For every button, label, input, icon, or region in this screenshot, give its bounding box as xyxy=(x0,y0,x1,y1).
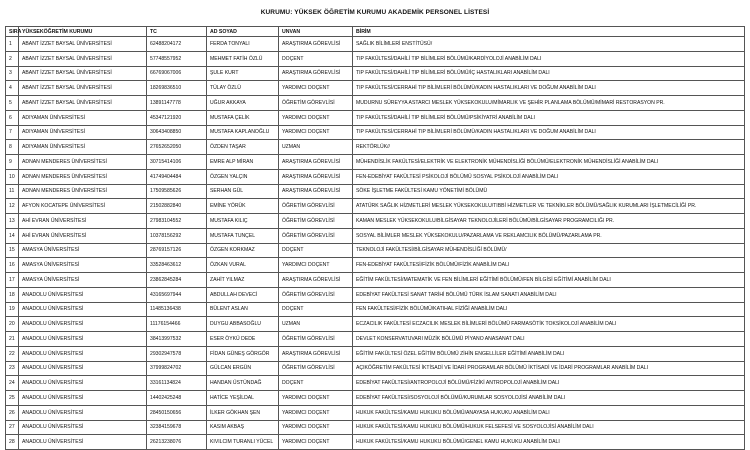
title-cell: YARDIMCI DOÇENT xyxy=(279,81,353,96)
tc-cell: 11485136438 xyxy=(147,302,207,317)
table-row xyxy=(6,228,745,243)
unit-cell: EĞİTİM FAKÜLTESİ/MATEMATİK VE FEN BİLİMLERİ EĞİTİMİ BÖLÜMÜ/FEN BİLGİSİ EĞİTİMİ ANABİLİM DALI xyxy=(353,273,745,288)
table-row xyxy=(6,420,745,435)
tc-cell: 30715414106 xyxy=(147,155,207,170)
tc-cell: 23862845284 xyxy=(147,273,207,288)
name-cell: MUSTAFA KAPLANOĞLU xyxy=(207,125,279,140)
name-cell: MUSTAFA ÇELİK xyxy=(207,110,279,125)
title-cell: DOÇENT xyxy=(279,243,353,258)
row-number: 16 xyxy=(6,258,19,273)
row-number: 3 xyxy=(6,66,19,81)
row-number: 13 xyxy=(6,214,19,229)
row-number: 9 xyxy=(6,155,19,170)
table-row xyxy=(6,435,745,450)
tc-cell: 45347121920 xyxy=(147,110,207,125)
name-cell: MEHMET FATİH ÖZLÜ xyxy=(207,51,279,66)
unit-cell: EĞİTİM FAKÜLTESİ ÖZEL EĞİTİM BÖLÜMÜ ZİHİN ENGELLİLER EĞİTİMİ ANABİLİM DALI xyxy=(353,346,745,361)
unit-cell: HUKUK FAKÜLTESİ/KAMU HUKUKU BÖLÜMÜ/GENEL KAMU HUKUKU ANABİLİM DALI xyxy=(353,435,745,450)
title-cell: ARAŞTIRMA GÖREVLİSİ xyxy=(279,169,353,184)
unit-cell: EDEBİYAT FAKÜLTESİ/SOSYOLOJİ BÖLÜMÜ/KURUMLAR SOSYOLOJİSİ ANABİLİM DALI xyxy=(353,391,745,406)
row-number: 5 xyxy=(6,96,19,111)
unit-cell: EDEBİYAT FAKÜLTESİ SANAT TARİHİ BÖLÜMÜ TÜRK İSLAM SANATI ANABİLİM DALI xyxy=(353,287,745,302)
title-cell: ÖĞRETİM GÖREVLİSİ xyxy=(279,228,353,243)
table-header-row xyxy=(6,27,745,37)
table-row xyxy=(6,273,745,288)
tc-cell: 27652652050 xyxy=(147,140,207,155)
unit-cell: DEVLET KONSERVATUVARI MÜZİK BÖLÜMÜ PİYANO ANASANAT DALI xyxy=(353,332,745,347)
title-cell: YARDIMCI DOÇENT xyxy=(279,405,353,420)
row-number: 21 xyxy=(6,332,19,347)
name-cell: BÜLENT ASLAN xyxy=(207,302,279,317)
institution-cell: ADIYAMAN ÜNİVERSİTESİ xyxy=(19,125,147,140)
title-cell: ÖĞRETİM GÖREVLİSİ xyxy=(279,287,353,302)
personnel-table xyxy=(5,26,745,450)
row-number: 11 xyxy=(6,184,19,199)
table-row xyxy=(6,391,745,406)
institution-cell: ADNAN MENDERES ÜNİVERSİTESİ xyxy=(19,169,147,184)
title-cell: YARDIMCI DOÇENT xyxy=(279,435,353,450)
table-row xyxy=(6,140,745,155)
table-row xyxy=(6,125,745,140)
title-cell: YARDIMCI DOÇENT xyxy=(279,420,353,435)
tc-cell: 66769067006 xyxy=(147,66,207,81)
row-number: 18 xyxy=(6,287,19,302)
row-number: 4 xyxy=(6,81,19,96)
tc-cell: 13891147778 xyxy=(147,96,207,111)
table-row xyxy=(6,169,745,184)
institution-cell: ADIYAMAN ÜNİVERSİTESİ xyxy=(19,110,147,125)
row-number: 15 xyxy=(6,243,19,258)
name-cell: ABDULLAH DEVECİ xyxy=(207,287,279,302)
institution-cell: ANADOLU ÜNİVERSİTESİ xyxy=(19,361,147,376)
institution-cell: ANADOLU ÜNİVERSİTESİ xyxy=(19,317,147,332)
table-row xyxy=(6,405,745,420)
name-cell: ÖZDEN TAŞAR xyxy=(207,140,279,155)
tc-cell: 26213238076 xyxy=(147,435,207,450)
tc-cell: 10378156292 xyxy=(147,228,207,243)
unit-cell: FEN FAKÜLTESİ/FİZİK BÖLÜMÜ/KATIHAL FİZİĞİ ANABİLİM DALI xyxy=(353,302,745,317)
name-cell: TÜLAY ÖZLÜ xyxy=(207,81,279,96)
row-number: 28 xyxy=(6,435,19,450)
name-cell: MUSTAFA TUNÇEL xyxy=(207,228,279,243)
table-row xyxy=(6,332,745,347)
name-cell: ÖZKAN VURAL xyxy=(207,258,279,273)
institution-cell: AHİ EVRAN ÜNİVERSİTESİ xyxy=(19,228,147,243)
table-row xyxy=(6,155,745,170)
institution-cell: ABANT İZZET BAYSAL ÜNİVERSİTESİ xyxy=(19,96,147,111)
table-row xyxy=(6,361,745,376)
table-row xyxy=(6,81,745,96)
title-cell: YARDIMCI DOÇENT xyxy=(279,110,353,125)
name-cell: HANDAN ÜSTÜNDAĞ xyxy=(207,376,279,391)
name-cell: UĞUR AKKAYA xyxy=(207,96,279,111)
tc-cell: 43165697944 xyxy=(147,287,207,302)
institution-cell: ANADOLU ÜNİVERSİTESİ xyxy=(19,287,147,302)
unit-cell: TEKNOLOJİ FAKÜLTESİ/BİLGİSAYAR MÜHENDİSLİĞİ BÖLÜMÜ/ xyxy=(353,243,745,258)
name-cell: GÜLCAN ERGÜN xyxy=(207,361,279,376)
row-number: 6 xyxy=(6,110,19,125)
row-number: 19 xyxy=(6,302,19,317)
row-number: 8 xyxy=(6,140,19,155)
tc-cell: 30643408850 xyxy=(147,125,207,140)
table-row xyxy=(6,346,745,361)
title-cell: ÖĞRETİM GÖREVLİSİ xyxy=(279,199,353,214)
title-cell: ARAŞTIRMA GÖREVLİSİ xyxy=(279,37,353,52)
institution-cell: ANADOLU ÜNİVERSİTESİ xyxy=(19,346,147,361)
title-cell: YARDIMCI DOÇENT xyxy=(279,258,353,273)
row-number: 1 xyxy=(6,37,19,52)
title-cell: YARDIMCI DOÇENT xyxy=(279,125,353,140)
table-row xyxy=(6,110,745,125)
header-sira: SIRA xyxy=(6,27,19,37)
name-cell: EMİNE YÖRÜK xyxy=(207,199,279,214)
header-institution: YÜKSEKÖĞRETİM KURUMU xyxy=(19,27,147,37)
unit-cell: MÜHENDİSLİK FAKÜLTESİ/ELEKTRİK VE ELEKTRONİK MÜHENDİSLİĞİ BÖLÜMÜ/ELEKTRONİK MÜHENDİSLİĞİ ANABİLİM DALI xyxy=(353,155,745,170)
table-row xyxy=(6,317,745,332)
name-cell: KASIM AKBAŞ xyxy=(207,420,279,435)
name-cell: DUYGU ABBASOĞLU xyxy=(207,317,279,332)
row-number: 7 xyxy=(6,125,19,140)
tc-cell: 32384159678 xyxy=(147,420,207,435)
table-row xyxy=(6,37,745,52)
name-cell: ÖZGEN YALÇIN xyxy=(207,169,279,184)
unit-cell: ATATÜRK SAĞLIK HİZMETLERİ MESLEK YÜKSEKOKULU/TIBBİ HİZMETLER VE TEKNİKLER BÖLÜMÜ/SAĞLIK KURUMLARI İŞLETMECİLİĞİ PR. xyxy=(353,199,745,214)
name-cell: ZAHİT YILMAZ xyxy=(207,273,279,288)
table-row xyxy=(6,184,745,199)
institution-cell: AMASYA ÜNİVERSİTESİ xyxy=(19,258,147,273)
table-row xyxy=(6,258,745,273)
table-row xyxy=(6,214,745,229)
name-cell: HATİCE YEŞİLDAL xyxy=(207,391,279,406)
title-cell: ÖĞRETİM GÖREVLİSİ xyxy=(279,214,353,229)
row-number: 22 xyxy=(6,346,19,361)
institution-cell: ANADOLU ÜNİVERSİTESİ xyxy=(19,302,147,317)
header-unit: BİRİM xyxy=(353,27,745,37)
title-cell: ARAŞTIRMA GÖREVLİSİ xyxy=(279,155,353,170)
table-row xyxy=(6,376,745,391)
title-cell: ARAŞTIRMA GÖREVLİSİ xyxy=(279,66,353,81)
table-row xyxy=(6,66,745,81)
header-title: UNVAN xyxy=(279,27,353,37)
table-row xyxy=(6,51,745,66)
name-cell: KIVILCIM TURANLI YÜCEL xyxy=(207,435,279,450)
title-cell: ÖĞRETİM GÖREVLİSİ xyxy=(279,361,353,376)
institution-cell: ABANT İZZET BAYSAL ÜNİVERSİTESİ xyxy=(19,51,147,66)
unit-cell: HUKUK FAKÜLTESİ/KAMU HUKUKU BÖLÜMÜ/ANAYASA HUKUKU ANABİLİM DALI xyxy=(353,405,745,420)
tc-cell: 41749404484 xyxy=(147,169,207,184)
row-number: 14 xyxy=(6,228,19,243)
unit-cell: TIP FAKÜLTESİ/DAHİLİ TIP BİLİMLERİ BÖLÜMÜ/PSİKİYATRİ ANABİLİM DALI xyxy=(353,110,745,125)
tc-cell: 11176154466 xyxy=(147,317,207,332)
tc-cell: 17509585626 xyxy=(147,184,207,199)
name-cell: ESER ÖYKÜ DEDE xyxy=(207,332,279,347)
title-cell: ARAŞTIRMA GÖREVLİSİ xyxy=(279,273,353,288)
title-cell: YARDIMCI DOÇENT xyxy=(279,391,353,406)
institution-cell: ANADOLU ÜNİVERSİTESİ xyxy=(19,420,147,435)
institution-cell: AMASYA ÜNİVERSİTESİ xyxy=(19,243,147,258)
title-cell: UZMAN xyxy=(279,140,353,155)
table-row xyxy=(6,302,745,317)
unit-cell: AÇIKÖĞRETİM FAKÜLTESİ İKTİSADİ VE İDARİ PROGRAMLAR BÖLÜMÜ İKTİSADİ VE İDARİ PROGRAMLAR ANABİLİM DALI xyxy=(353,361,745,376)
institution-cell: AMASYA ÜNİVERSİTESİ xyxy=(19,273,147,288)
title-cell: ARAŞTIRMA GÖREVLİSİ xyxy=(279,184,353,199)
tc-cell: 37999824702 xyxy=(147,361,207,376)
institution-cell: ANADOLU ÜNİVERSİTESİ xyxy=(19,435,147,450)
unit-cell: FEN-EDEBİYAT FAKÜLTESİ/FİZİK BÖLÜMÜ/FİZİK ANABİLİM DALI xyxy=(353,258,745,273)
table-row xyxy=(6,287,745,302)
name-cell: ŞULE KURT xyxy=(207,66,279,81)
tc-cell: 18269836510 xyxy=(147,81,207,96)
row-number: 17 xyxy=(6,273,19,288)
institution-cell: ANADOLU ÜNİVERSİTESİ xyxy=(19,391,147,406)
name-cell: ÖZGEN KORKMAZ xyxy=(207,243,279,258)
unit-cell: REKTÖRLÜK// xyxy=(353,140,745,155)
title-cell: DOÇENT xyxy=(279,302,353,317)
title-cell: DOÇENT xyxy=(279,51,353,66)
row-number: 27 xyxy=(6,420,19,435)
institution-cell: ADNAN MENDERES ÜNİVERSİTESİ xyxy=(19,155,147,170)
name-cell: FİDAN GÜNEŞ GÖRGÖR xyxy=(207,346,279,361)
unit-cell: KAMAN MESLEK YÜKSEKOKULU/BİLGİSAYAR TEKNOLOJİLERİ BÖLÜMÜ/BİLGİSAYAR PROGRAMCILIĞI PR. xyxy=(353,214,745,229)
unit-cell: TIP FAKÜLTESİ/DAHİLİ TIP BİLİMLERİ BÖLÜMÜ/İÇ HASTALIKLARI ANABİLİM DALI xyxy=(353,66,745,81)
row-number: 25 xyxy=(6,391,19,406)
unit-cell: ECZACILIK FAKÜLTESİ ECZACILIK MESLEK BİLİMLERİ BÖLÜMÜ FARMASÖTİK TOKSİKOLOJİ ANABİLİM DALI xyxy=(353,317,745,332)
table-row xyxy=(6,243,745,258)
institution-cell: ABANT İZZET BAYSAL ÜNİVERSİTESİ xyxy=(19,81,147,96)
title-cell: UZMAN xyxy=(279,317,353,332)
institution-cell: ABANT İZZET BAYSAL ÜNİVERSİTESİ xyxy=(19,37,147,52)
tc-cell: 33528463612 xyxy=(147,258,207,273)
institution-cell: ABANT İZZET BAYSAL ÜNİVERSİTESİ xyxy=(19,66,147,81)
row-number: 23 xyxy=(6,361,19,376)
tc-cell: 21502882840 xyxy=(147,199,207,214)
institution-cell: ADNAN MENDERES ÜNİVERSİTESİ xyxy=(19,184,147,199)
tc-cell: 57748557952 xyxy=(147,51,207,66)
header-name: AD SOYAD xyxy=(207,27,279,37)
unit-cell: SOSYAL BİLİMLER MESLEK YÜKSEKOKULU/PAZARLAMA VE REKLAMCILIK BÖLÜMÜ/PAZARLAMA PR. xyxy=(353,228,745,243)
tc-cell: 29302947578 xyxy=(147,346,207,361)
name-cell: MUSTAFA KILIÇ xyxy=(207,214,279,229)
row-number: 26 xyxy=(6,405,19,420)
unit-cell: MUDURNU SÜREYYA ASTARCI MESLEK YÜKSEKOKULU/MİMARLIK VE ŞEHİR PLANLAMA BÖLÜMÜ/MİMARİ RESTORASYON PR. xyxy=(353,96,745,111)
title-cell: ARAŞTIRMA GÖREVLİSİ xyxy=(279,346,353,361)
title-cell: ÖĞRETİM GÖREVLİSİ xyxy=(279,96,353,111)
unit-cell: TIP FAKÜLTESİ/CERRAHİ TIP BİLİMLERİ BÖLÜMÜ/KADIN HASTALIKLARI VE DOĞUM ANABİLİM DALI xyxy=(353,81,745,96)
name-cell: İLKER GÖKHAN ŞEN xyxy=(207,405,279,420)
title-cell: ÖĞRETİM GÖREVLİSİ xyxy=(279,332,353,347)
tc-cell: 38413997532 xyxy=(147,332,207,347)
institution-cell: ADIYAMAN ÜNİVERSİTESİ xyxy=(19,140,147,155)
tc-cell: 14402425248 xyxy=(147,391,207,406)
institution-cell: AHİ EVRAN ÜNİVERSİTESİ xyxy=(19,214,147,229)
institution-cell: AFYON KOCATEPE ÜNİVERSİTESİ xyxy=(19,199,147,214)
title-cell: DOÇENT xyxy=(279,376,353,391)
unit-cell: TIP FAKÜLTESİ/DAHİLİ TIP BİLİMLERİ BÖLÜMÜ/KARDİYOLOJİ ANABİLİM DALI xyxy=(353,51,745,66)
unit-cell: SAĞLIK BİLİMLERİ ENSTİTÜSÜ/ xyxy=(353,37,745,52)
institution-cell: ANADOLU ÜNİVERSİTESİ xyxy=(19,405,147,420)
header-tc: TC xyxy=(147,27,207,37)
row-number: 24 xyxy=(6,376,19,391)
tc-cell: 28450150656 xyxy=(147,405,207,420)
table-row xyxy=(6,96,745,111)
unit-cell: HUKUK FAKÜLTESİ/KAMU HUKUKU BÖLÜMÜ/HUKUK FELSEFESİ VE SOSYOLOJİSİ ANABİLİM DALI xyxy=(353,420,745,435)
name-cell: EMRE ALP MİRAN xyxy=(207,155,279,170)
tc-cell: 28769157126 xyxy=(147,243,207,258)
row-number: 10 xyxy=(6,169,19,184)
institution-cell: ANADOLU ÜNİVERSİTESİ xyxy=(19,332,147,347)
institution-cell: ANADOLU ÜNİVERSİTESİ xyxy=(19,376,147,391)
document-title: KURUMU: YÜKSEK ÖĞRETİM KURUMU AKADEMİK PERSONEL LİSTESİ xyxy=(260,9,490,16)
tc-cell: 62488204172 xyxy=(147,37,207,52)
tc-cell: 33161134824 xyxy=(147,376,207,391)
unit-cell: SÖKE İŞLETME FAKÜLTESİ KAMU YÖNETİMİ BÖLÜMÜ xyxy=(353,184,745,199)
unit-cell: EDEBİYAT FAKÜLTESİ/ANTROPOLOJİ BÖLÜMÜ/FİZİKİ ANTROPOLOJİ ANABİLİM DALI xyxy=(353,376,745,391)
name-cell: SERHAN GÜL xyxy=(207,184,279,199)
unit-cell: FEN-EDEBİYAT FAKÜLTESİ PSİKOLOJİ BÖLÜMÜ SOSYAL PSİKOLOJİ ANABİLİM DALI xyxy=(353,169,745,184)
row-number: 12 xyxy=(6,199,19,214)
tc-cell: 27983104552 xyxy=(147,214,207,229)
row-number: 2 xyxy=(6,51,19,66)
table-row xyxy=(6,199,745,214)
unit-cell: TIP FAKÜLTESİ/CERRAHİ TIP BİLİMLERİ BÖLÜMÜ/KADIN HASTALIKLARI VE DOĞUM ANABİLİM DALI xyxy=(353,125,745,140)
name-cell: FERDA TONYALI xyxy=(207,37,279,52)
row-number: 20 xyxy=(6,317,19,332)
